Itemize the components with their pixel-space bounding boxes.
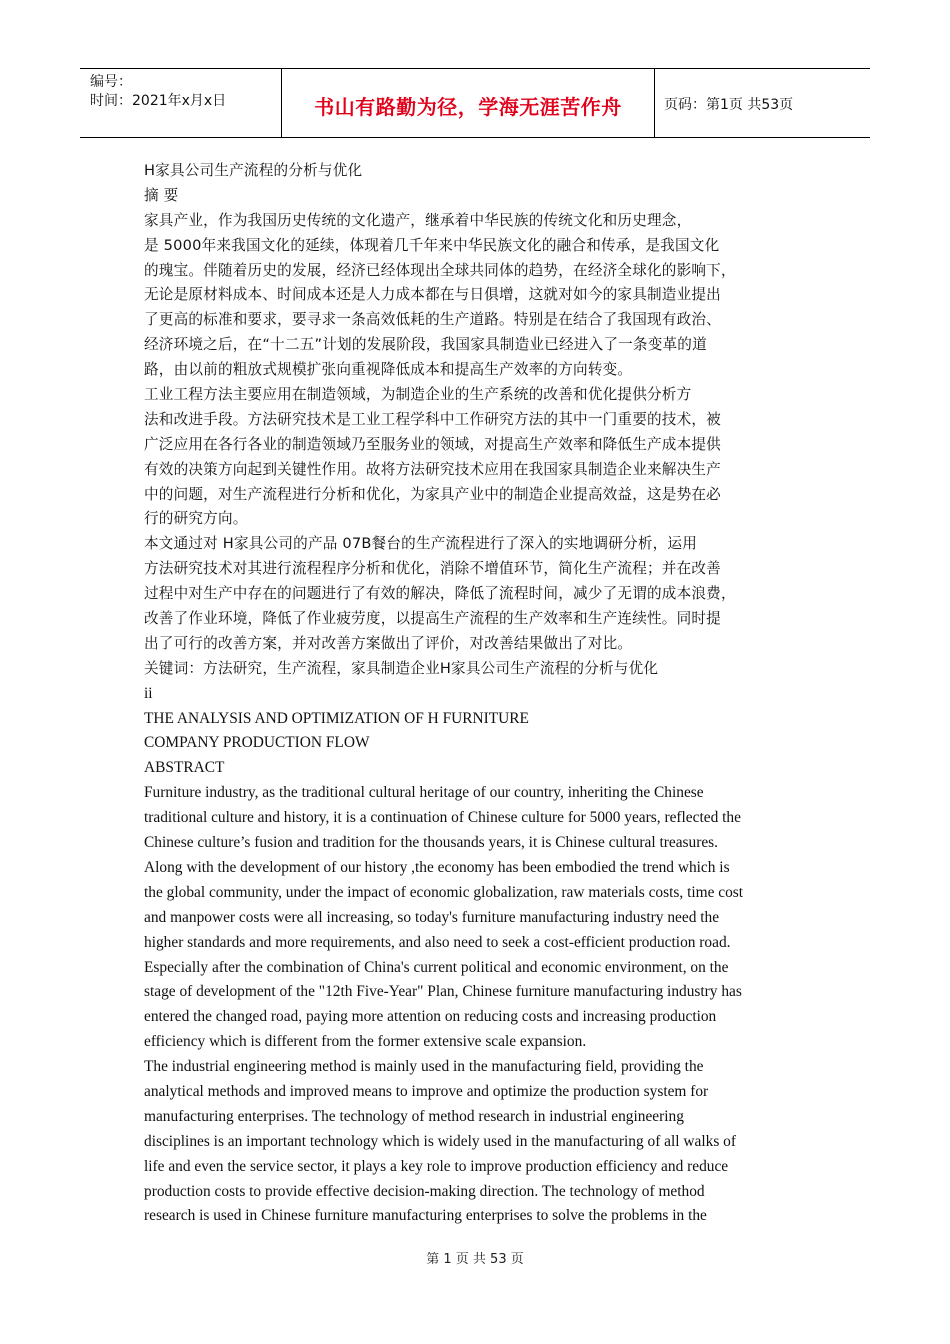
body-text-line: ABSTRACT [144,759,225,777]
body-text-line: analytical methods and improved means to improve and optimize the production system for [144,1082,709,1100]
body-text-line: 本文通过对 H家具公司的产品 07B餐台的生产流程进行了深入的实地调研分析，运用 [144,535,698,553]
page-footer: 第 1 页 共 53 页 [426,1252,524,1267]
body-text-line: 广泛应用在各行各业的制造领域乃至服务业的领域，对提高生产效率和降低生产成本提供 [144,435,721,453]
body-text-line: 出了可行的改善方案，并对改善方案做出了评价，对改善结果做出了对比。 [144,634,633,652]
body-text-line: 摘 要 [144,186,179,204]
header-motto: 书山有路勤为径，学海无涯苦作舟 [314,95,622,119]
body-text-line: 关键词：方法研究，生产流程，家具制造企业H家具公司生产流程的分析与优化 [144,659,659,677]
body-text-line: 的瑰宝。伴随着历史的发展，经济已经体现出全球共同体的趋势，在经济全球化的影响下， [144,261,736,279]
body-text-line: 法和改进手段。方法研究技术是工业工程学科中工作研究方法的其中一门重要的技术，被 [144,410,721,428]
body-text-line: manufacturing enterprises. The technology of method research in industrial engineering [144,1107,684,1125]
body-text-line: 了更高的标准和要求，要寻求一条高效低耗的生产道路。特别是在结合了我国现有政治、 [144,311,721,329]
body-text-line: Furniture industry, as the traditional cultural heritage of our country, inheriting the Chinese [144,784,704,802]
body-text-line: traditional culture and history, it is a continuation of Chinese culture for 5000 years, reflected the [144,809,741,827]
body-text-line: the global community, under the impact of economic globalization, raw materials costs, time cost [144,883,744,901]
body-text-line: higher standards and more requirements, and also need to seek a cost-efficient production road. [144,933,731,951]
body-text-line: Especially after the combination of China's current political and economic environment, on the [144,958,729,976]
body-text-line: COMPANY PRODUCTION FLOW [144,734,370,752]
header-left-cell [90,73,226,111]
body-text-line: and manpower costs were all increasing, so today's furniture manufacturing industry need the [144,908,720,926]
document-body [144,159,814,1229]
body-text-line: 方法研究技术对其进行流程程序分析和优化，消除不增值环节，简化生产流程；并在改善 [144,560,721,578]
body-text-line: ii [144,684,153,702]
body-text-line: life and even the service sector, it plays a key role to improve production efficiency and reduce [144,1157,729,1175]
body-text-line: production costs to provide effective decision-making direction. The technology of method [144,1182,705,1200]
header-divider [654,69,655,137]
body-text-line: The industrial engineering method is mainly used in the manufacturing field, providing the [144,1058,704,1076]
body-text-line: entered the changed road, paying more attention on reducing costs and increasing production [144,1008,717,1026]
body-text-line: 工业工程方法主要应用在制造领域，为制造企业的生产系统的改善和优化提供分析方 [144,386,692,404]
body-text-line: Along with the development of our history ,the economy has been embodied the trend which is [144,858,730,876]
date-label: 时间：2021年x月x日 [90,93,227,109]
body-text-line: Chinese culture’s fusion and tradition for the thousands years, it is Chinese cultural treasures. [144,834,719,852]
body-text-line: 路，由以前的粗放式规模扩张向重视降低成本和提高生产效率的方向转变。 [144,361,633,379]
body-text-line: research is used in Chinese furniture manufacturing enterprises to solve the problems in the [144,1207,707,1225]
body-text-line: efficiency which is different from the former extensive scale expansion. [144,1033,587,1051]
header-page-info: 页码：第1页 共53页 [664,97,794,113]
body-text-line: H家具公司生产流程的分析与优化 [144,162,363,179]
body-text-line: THE ANALYSIS AND OPTIMIZATION OF H FURNITURE [144,709,529,727]
page-header [80,68,870,138]
body-text-line: 有效的决策方向起到关键性作用。故将方法研究技术应用在我国家具制造企业来解决生产 [144,460,721,478]
body-text-line: 是 5000年来我国文化的延续，体现着几千年来中华民族文化的融合和传承，是我国文化 [144,236,720,254]
body-text-line: 中的问题，对生产流程进行分析和优化，为家具产业中的制造企业提高效益，这是势在必 [144,485,721,503]
body-text-line: 改善了作业环境，降低了作业疲劳度，以提高生产流程的生产效率和生产连续性。同时提 [144,610,721,628]
body-text-line: 经济环境之后，在“十二五”计划的发展阶段，我国家具制造业已经进入了一条变革的道 [144,336,707,354]
body-text-line: disciplines is an important technology which is widely used in the manufacturing of all walks of [144,1132,736,1150]
body-text-line: stage of development of the "12th Five-Year" Plan, Chinese furniture manufacturing industry has [144,983,742,1001]
body-text-line: 过程中对生产中存在的问题进行了有效的解决，降低了流程时间，减少了无谓的成本浪费， [144,585,736,603]
body-text-line: 家具产业，作为我国历史传统的文化遗产，继承着中华民族的传统文化和历史理念， [144,211,692,229]
body-text-line: 行的研究方向。 [144,510,248,528]
number-label: 编号： [90,74,132,90]
body-text-line: 无论是原材料成本、时间成本还是人力成本都在与日俱增，这就对如今的家具制造业提出 [144,286,721,304]
